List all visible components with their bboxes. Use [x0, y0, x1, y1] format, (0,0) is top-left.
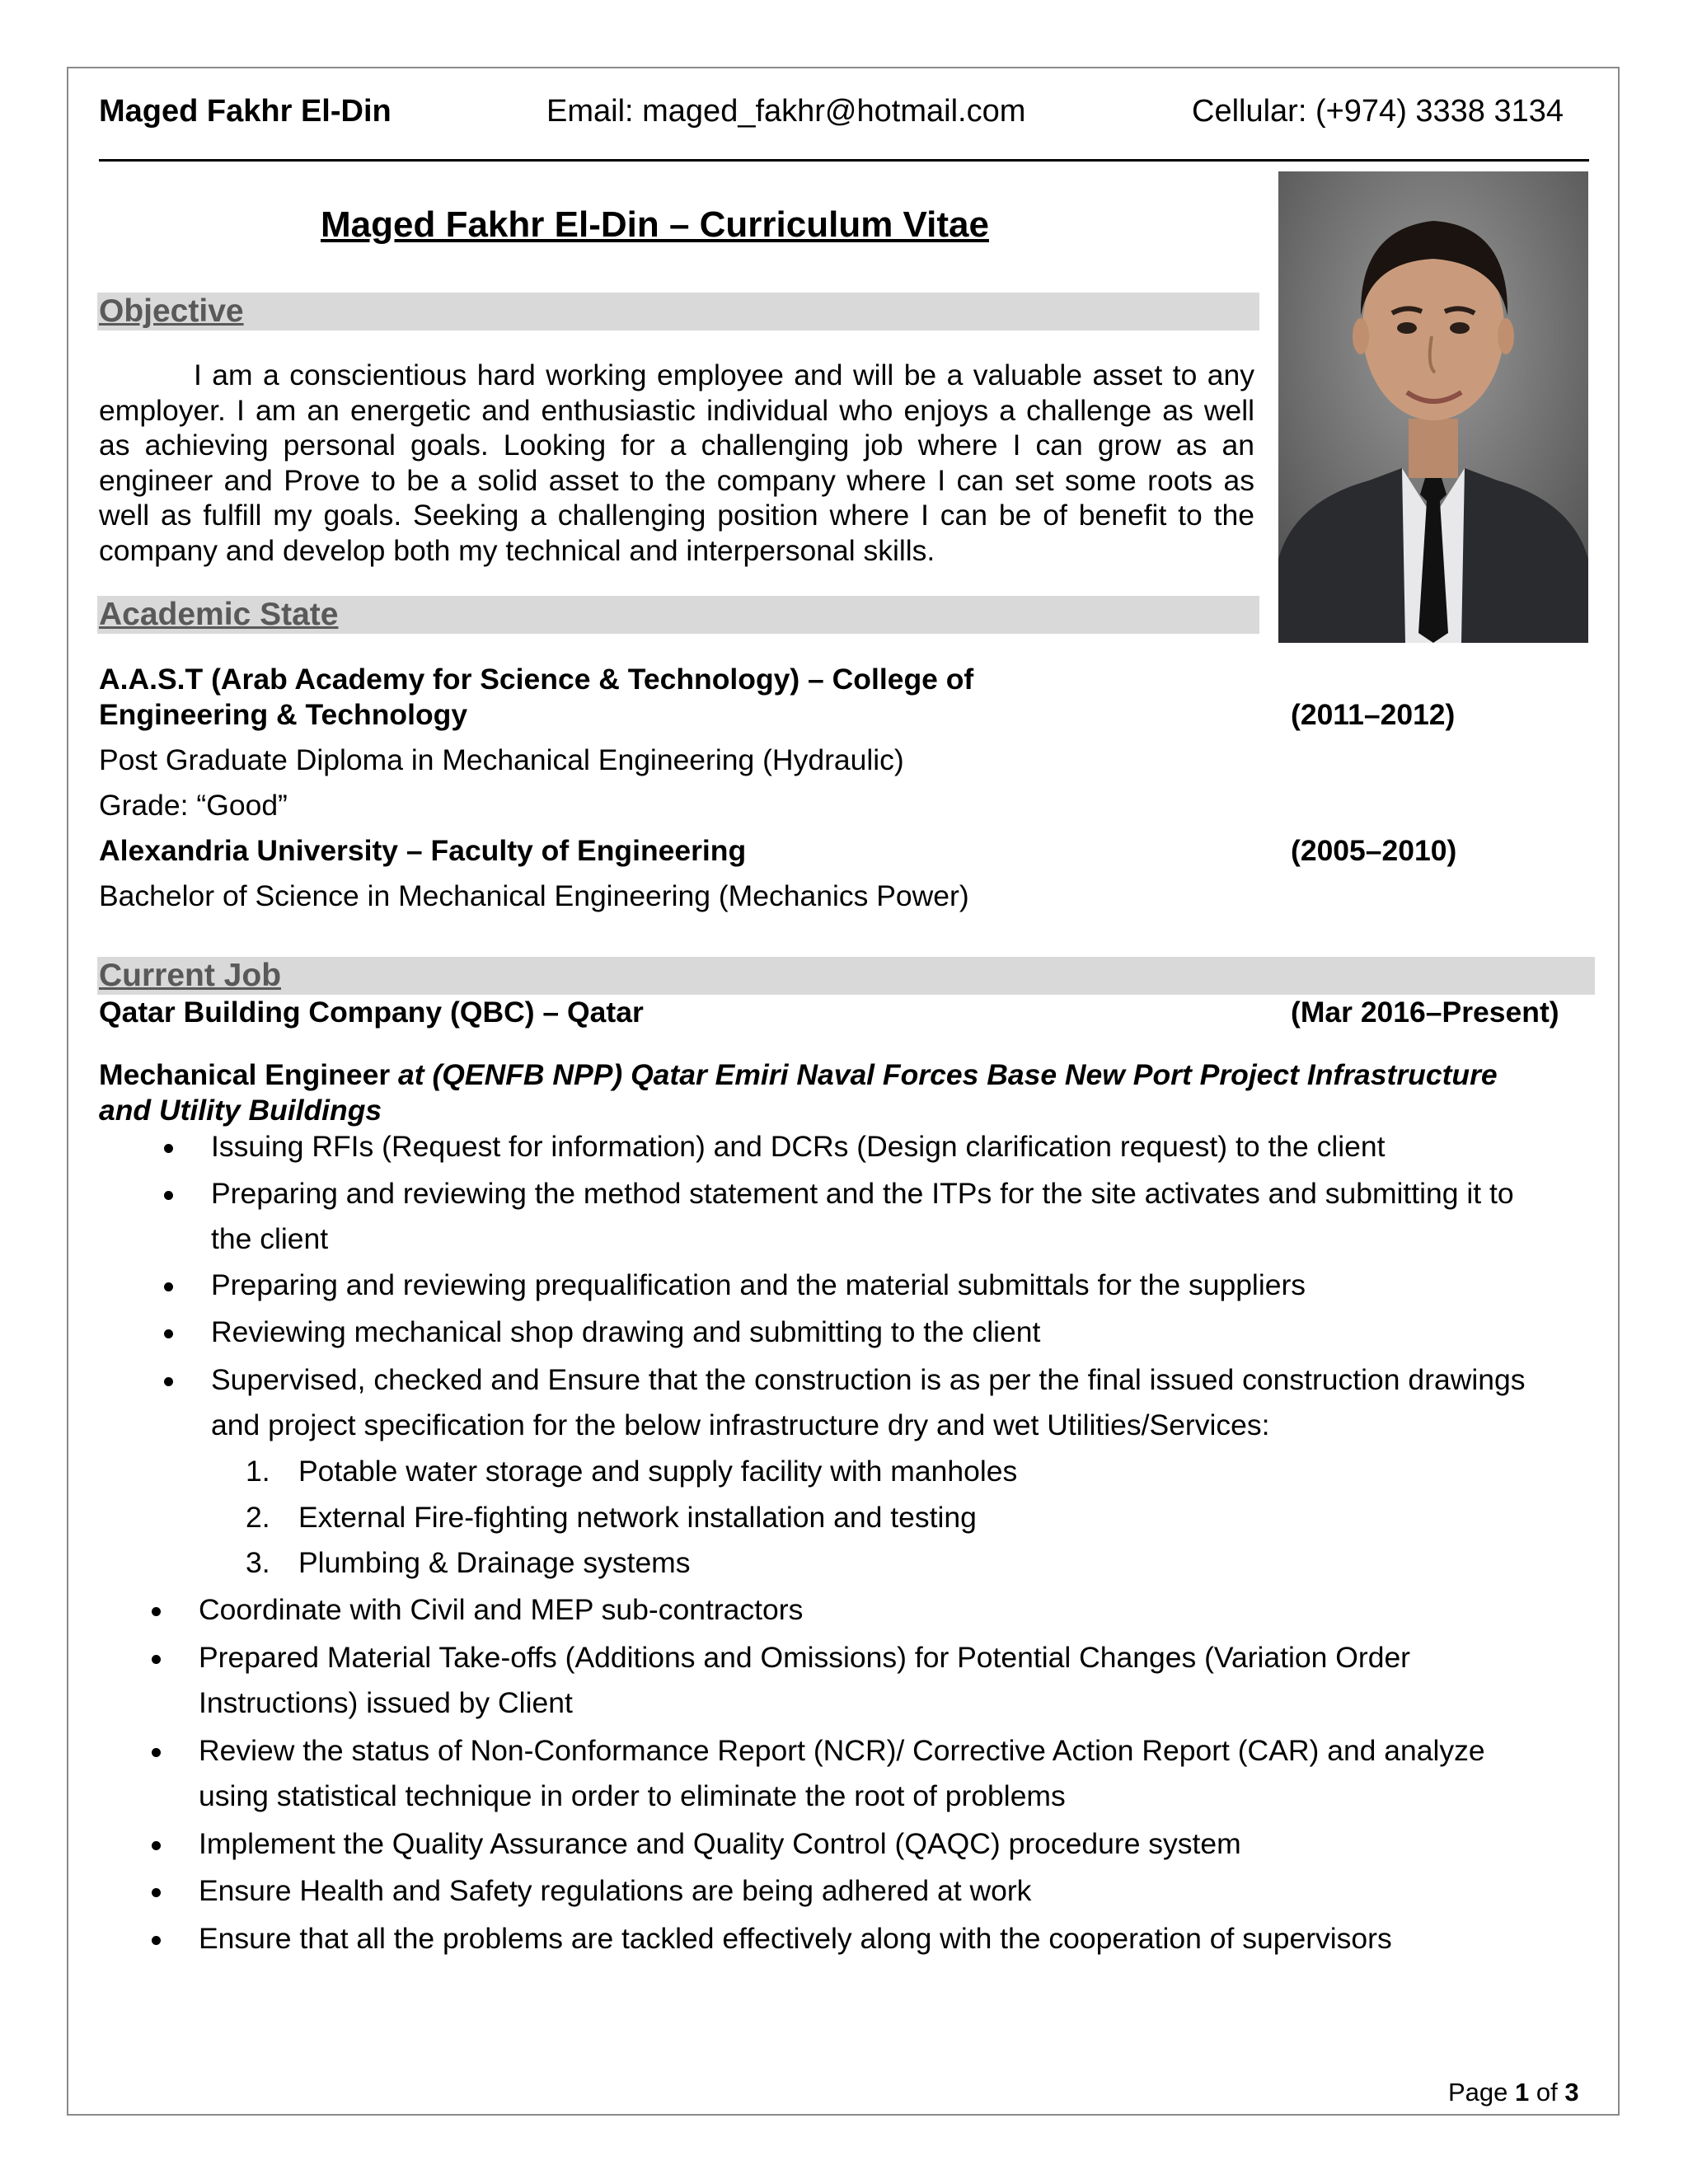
current-job-heading-bar	[97, 957, 1595, 995]
alex-dates: (2005–2010)	[1291, 834, 1457, 867]
service-item: External Fire-fighting network installation and testing	[298, 1501, 977, 1534]
bullet-icon	[152, 1607, 161, 1616]
service-number: 2.	[246, 1501, 270, 1534]
academic-heading: Academic State	[99, 597, 339, 632]
job-project-line2: and Utility Buildings	[99, 1094, 382, 1127]
duty-item-cont: and project specification for the below infrastructure dry and wet Utilities/Services:	[211, 1408, 1270, 1441]
duty-item: Issuing RFIs (Request for information) and DCRs (Design clarification request) to the client	[211, 1130, 1386, 1163]
bullet-icon	[164, 1191, 173, 1200]
current-job-heading: Current Job	[99, 958, 282, 993]
objective-text: I am a conscientious hard working employee and will be a valuable asset to any employer. I am an energetic and enthusiastic individual who enjoys a challenge as well as achieving personal goals. Looking for a challenging job where I can grow as an engineer and Prove to be a solid asset to the company where I can set some roots as well as fulfill my goals. Seeking a challenging position where I can be of benefit to the company and develop both my technical and interpersonal skills.	[99, 359, 1254, 567]
duty-item: Ensure that all the problems are tackled effectively along with the cooperation of supervisors	[199, 1922, 1392, 1955]
page-number	[1448, 2076, 1579, 2109]
of-word: of	[1536, 2078, 1558, 2107]
duty-item: Supervised, checked and Ensure that the construction is as per the final issued construction drawings	[211, 1363, 1526, 1396]
service-item: Potable water storage and supply facility with manholes	[298, 1455, 1018, 1488]
duty-item: Preparing and reviewing the method statement and the ITPs for the site activates and submitting it to	[211, 1177, 1514, 1210]
aast-institution-line1: A.A.S.T (Arab Academy for Science & Technology) – College of	[99, 663, 974, 696]
job-dates: (Mar 2016–Present)	[1291, 996, 1559, 1029]
alex-degree: Bachelor of Science in Mechanical Engineering (Mechanics Power)	[99, 879, 969, 912]
page-current: 1	[1515, 2078, 1530, 2107]
job-project-line1: at (QENFB NPP) Qatar Emiri Naval Forces Base New Port Project Infrastructure	[398, 1058, 1498, 1091]
bullet-icon	[164, 1329, 173, 1338]
header-email[interactable]: Email: maged_fakhr@hotmail.com	[546, 94, 1026, 129]
bullet-icon	[152, 1748, 161, 1757]
page-total: 3	[1564, 2078, 1579, 2107]
bullet-icon	[152, 1841, 161, 1850]
job-role-line	[99, 1057, 1498, 1093]
page-word: Page	[1448, 2078, 1508, 2107]
bullet-icon	[152, 1936, 161, 1945]
duty-item: Coordinate with Civil and MEP sub-contractors	[199, 1593, 804, 1626]
alex-institution: Alexandria University – Faculty of Engineering	[99, 834, 747, 867]
aast-grade: Grade: “Good”	[99, 789, 288, 822]
aast-dates: (2011–2012)	[1291, 698, 1456, 731]
job-company: Qatar Building Company (QBC) – Qatar	[99, 996, 644, 1029]
portrait-photo-icon	[1278, 171, 1588, 643]
header-phone: Cellular: (+974) 3338 3134	[1192, 94, 1564, 129]
bullet-icon	[164, 1282, 173, 1291]
duty-item-cont: Instructions) issued by Client	[199, 1686, 573, 1719]
duty-item: Ensure Health and Safety regulations are being adhered at work	[199, 1874, 1032, 1907]
aast-degree: Post Graduate Diploma in Mechanical Engineering (Hydraulic)	[99, 743, 904, 776]
bullet-icon	[164, 1377, 173, 1386]
service-item: Plumbing & Drainage systems	[298, 1546, 691, 1579]
cv-title: Maged Fakhr El-Din – Curriculum Vitae	[321, 204, 989, 245]
duty-item-cont: the client	[211, 1222, 329, 1255]
bullet-icon	[152, 1888, 161, 1897]
bullet-icon	[152, 1655, 161, 1664]
duty-item: Preparing and reviewing prequalification and the material submittals for the suppliers	[211, 1268, 1306, 1301]
objective-heading-bar	[97, 293, 1259, 330]
duty-item-cont: using statistical technique in order to eliminate the root of problems	[199, 1779, 1066, 1812]
duty-item: Review the status of Non-Conformance Report (NCR)/ Corrective Action Report (CAR) and analyze	[199, 1734, 1485, 1767]
duty-item: Reviewing mechanical shop drawing and submitting to the client	[211, 1315, 1041, 1348]
header-name: Maged Fakhr El-Din	[99, 94, 392, 129]
header-divider	[99, 159, 1589, 162]
aast-institution-line2: Engineering & Technology	[99, 698, 468, 731]
service-number: 3.	[246, 1546, 270, 1579]
job-role: Mechanical Engineer	[99, 1058, 391, 1091]
objective-heading: Objective	[99, 293, 244, 329]
duty-item: Prepared Material Take-offs (Additions and Omissions) for Potential Changes (Variation Order	[199, 1641, 1411, 1674]
service-number: 1.	[246, 1455, 270, 1488]
bullet-icon	[164, 1144, 173, 1153]
portrait-photo	[1278, 171, 1588, 643]
duty-item: Implement the Quality Assurance and Quality Control (QAQC) procedure system	[199, 1827, 1241, 1860]
